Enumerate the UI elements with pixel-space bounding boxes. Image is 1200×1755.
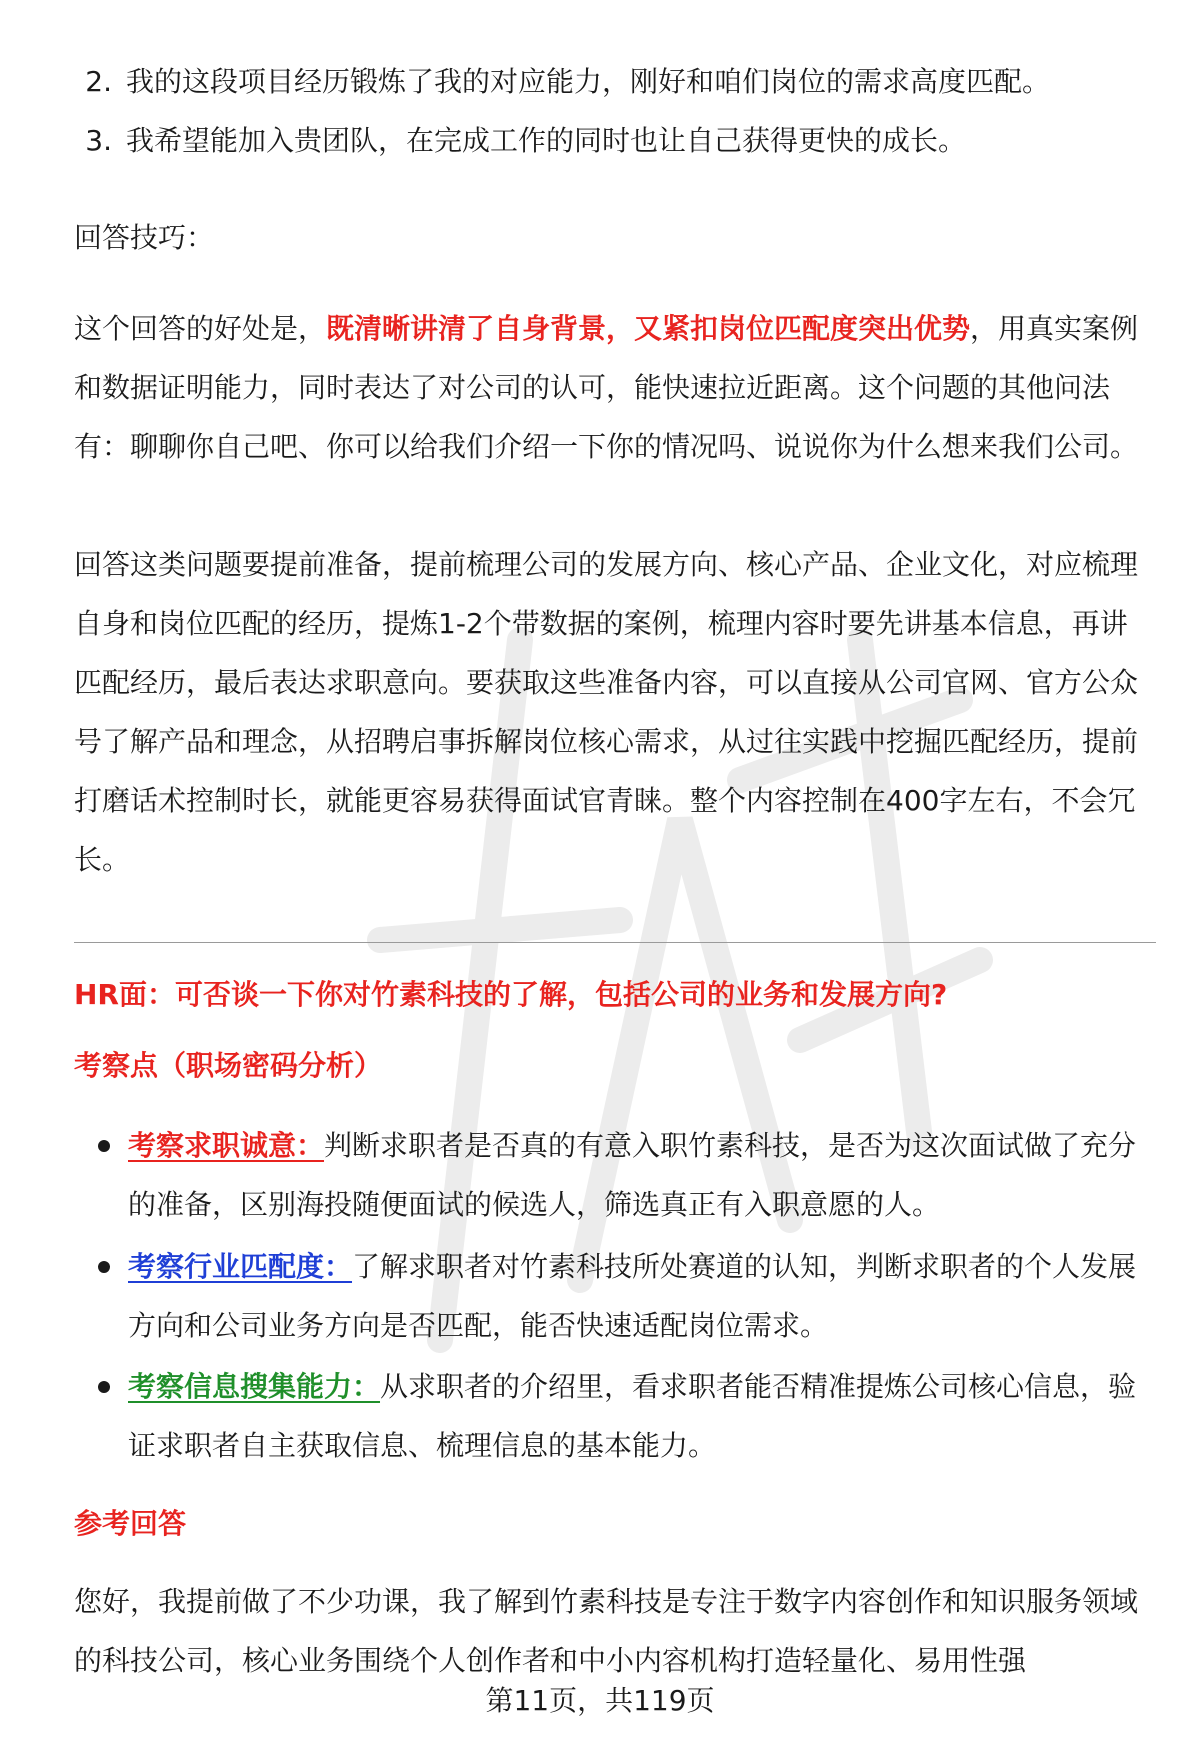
- hr-question: HR面：可否谈一下你对竹素科技的了解，包括公司的业务和发展方向?: [74, 978, 948, 1011]
- bullet-icon: [98, 1261, 110, 1273]
- bullet-icon: [98, 1381, 110, 1393]
- page-footer: 第11页，共119页: [485, 1684, 715, 1717]
- section-divider: [74, 942, 1156, 943]
- item-number: 3.: [85, 124, 112, 157]
- reference-answer: 您好，我提前做了不少功课，我了解到竹素科技是专注于数字内容创作和知识服务领域的科技公司，核心业务围绕个人创作者和中小内容机构打造轻量化、易用性强: [74, 1585, 1139, 1677]
- tips-label: 回答技巧：: [74, 221, 215, 254]
- examine-heading: 考察点（职场密码分析）: [74, 1049, 383, 1082]
- examine-point-label: 考察求职诚意：: [128, 1129, 325, 1162]
- examine-point-label: 考察行业匹配度：: [128, 1250, 353, 1283]
- tips-paragraph-2: 回答这类问题要提前准备，提前梳理公司的发展方向、核心产品、企业文化，对应梳理自身和岗位匹配的经历，提炼1-2个带数据的案例，梳理内容时要先讲基本信息，再讲匹配经历，最后表达求职意向。要获取这些准备内容，可以直接从公司官网、官方公众号了解产品和理念，从招聘启事拆解岗位核心需求，从过往实践中挖掘匹配经历，提前打磨话术控制时长，就能更容易获得面试官青睐。整个内容控制在400字左右，不会冗长。: [74, 548, 1139, 876]
- examine-point: [74, 1357, 1154, 1475]
- examine-point-text: 判断求职者是否真的有意入职竹素科技，是否为这次面试做了充分的准备，区别海投随便面试的候选人，筛选真正有入职意愿的人。: [128, 1129, 1137, 1221]
- item-text: 我希望能加入贵团队，在完成工作的同时也让自己获得更快的成长。: [126, 124, 967, 157]
- examine-point: [74, 1116, 1154, 1234]
- bullet-icon: [98, 1140, 110, 1152]
- item-text: 我的这段项目经历锻炼了我的对应能力，刚好和咱们岗位的需求高度匹配。: [126, 65, 1051, 98]
- numbered-item: [74, 52, 1164, 111]
- reference-heading: 参考回答: [74, 1507, 187, 1540]
- tips-text: 这个回答的好处是，: [74, 312, 327, 345]
- item-number: 2.: [85, 65, 112, 98]
- examine-point: [74, 1237, 1154, 1355]
- examine-point-text: 了解求职者对竹素科技所处赛道的认知，判断求职者的个人发展方向和公司业务方向是否匹配，能否快速适配岗位需求。: [128, 1250, 1137, 1342]
- tips-highlight: 既清晰讲清了自身背景，又紧扣岗位匹配度突出优势: [326, 312, 971, 345]
- examine-point-label: 考察信息搜集能力：: [128, 1370, 381, 1403]
- tips-paragraph: [74, 299, 1154, 476]
- examine-point-text: 从求职者的介绍里，看求职者能否精准提炼公司核心信息，验证求职者自主获取信息、梳理信息的基本能力。: [128, 1370, 1137, 1462]
- tips-text: ，用真实案例和数据证明能力，同时表达了对公司的认可，能快速拉近距离。这个问题的其他问法有：聊聊你自己吧、你可以给我们介绍一下你的情况吗、说说你为什么想来我们公司。: [74, 312, 1139, 463]
- numbered-item: [74, 111, 1164, 170]
